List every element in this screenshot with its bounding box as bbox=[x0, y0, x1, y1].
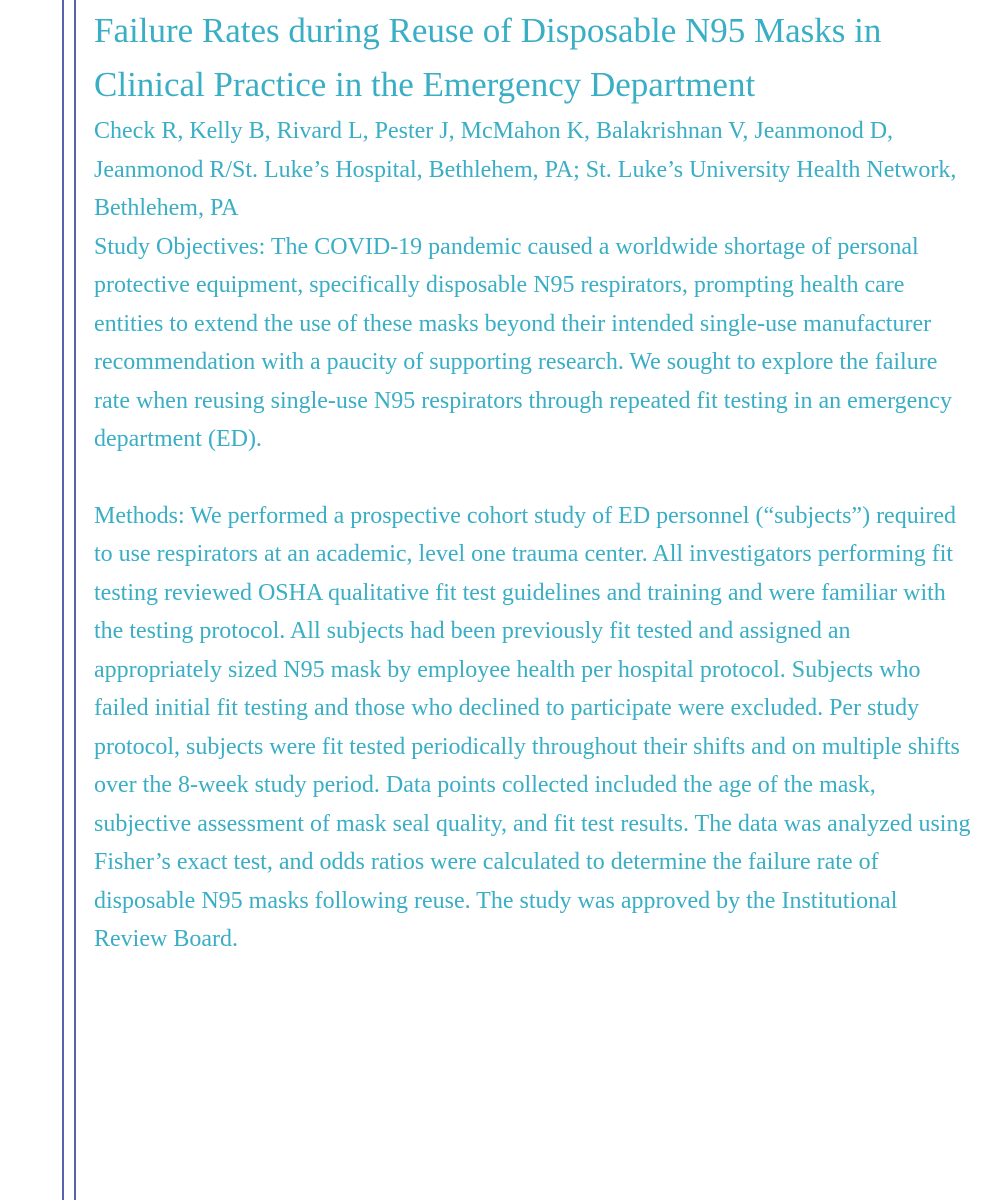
abstract-body bbox=[94, 4, 974, 959]
author-affiliations: Check R, Kelly B, Rivard L, Pester J, McMahon K, Balakrishnan V, Jeanmonod D, Jeanmonod R/St. Luke’s Hospital, Bethlehem, PA; St. Luke’s University Health Network, Bethlehem, PA bbox=[94, 118, 957, 221]
margin-rule-left bbox=[62, 0, 64, 1200]
abstract-title: Failure Rates during Reuse of Disposable N95 Masks in Clinical Practice in the Emergency Department bbox=[94, 11, 882, 104]
methods-paragraph: Methods: We performed a prospective cohort study of ED personnel (“subjects”) required to use respirators at an academic, level one trauma center. All investigators performing fit testing reviewed OSHA qualitative fit test guidelines and training and were familiar with the testing protocol. All subjects had been previously fit tested and assigned an appropriately sized N95 mask by employee health per hospital protocol. Subjects who failed initial fit testing and those who declined to participate were excluded. Per study protocol, subjects were fit tested periodically throughout their shifts and on multiple shifts over the 8-week study period. Data points collected included the age of the mask, subjective assessment of mask seal quality, and fit test results. The data was analyzed using Fisher’s exact test, and odds ratios were calculated to determine the failure rate of disposable N95 masks following reuse. The study was approved by the Institutional Review Board. bbox=[94, 502, 971, 952]
margin-rule-right bbox=[74, 0, 76, 1200]
study-objectives-paragraph: Study Objectives: The COVID-19 pandemic caused a worldwide shortage of personal protective equipment, specifically disposable N95 respirators, prompting health care entities to extend the use of these masks beyond their intended single-use manufacturer recommendation with a paucity of supporting research. We sought to explore the failure rate when reusing single-use N95 respirators through repeated fit testing in an emergency department (ED). bbox=[94, 233, 952, 452]
paragraph-spacer bbox=[94, 459, 974, 497]
